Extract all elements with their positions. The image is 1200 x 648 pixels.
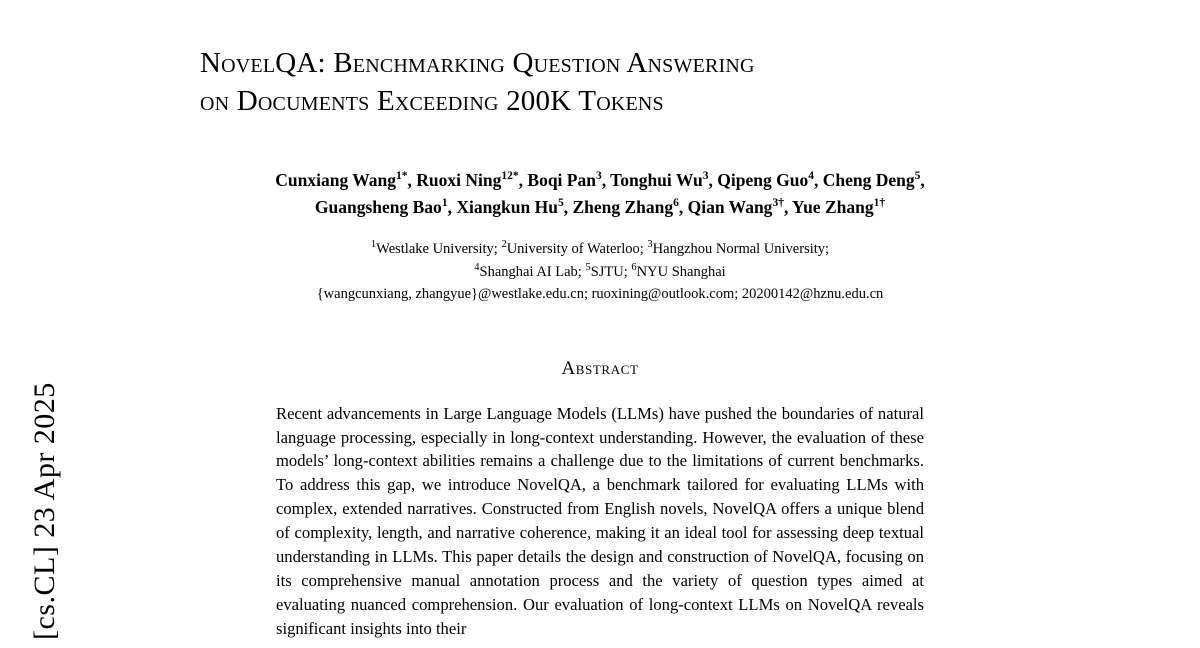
title-line-1: NovelQA: Benchmarking Question Answering xyxy=(200,47,755,79)
title-line-2: on Documents Exceeding 200K Tokens xyxy=(200,85,664,118)
page-title xyxy=(200,44,1000,121)
paper-content xyxy=(200,0,1000,641)
author-line-1: Cunxiang Wang$^{1*}$, Ruoxi Ning$^{12*}$, Boqi Pan$^3$, Tonghui Wu$^3$, Qipeng Guo$^4$, Cheng Deng$^5$, xyxy=(275,169,925,190)
affiliation-block xyxy=(200,237,1000,306)
abstract-text: Recent advancements in Large Language Models (LLMs) have pushed the boundaries of natural language processing, especially in long-context understanding. However, the evaluation of these models’ long-context abilities remains a challenge due to the limitations of current benchmarks. To address this gap, we introduce NovelQA, a benchmark tailored for evaluating LLMs with complex, extended narratives. Constructed from English novels, NovelQA offers a unique blend of complexity, length, and narrative coherence, making it an ideal tool for assessing deep textual understanding in LLMs. This paper details the design and construction of NovelQA, focusing on its comprehensive manual annotation process and the variety of question types aimed at evaluating nuanced comprehension. Our evaluation of long-context LLMs on NovelQA reveals significant insights into their xyxy=(276,403,924,638)
affiliation-line-1: $^1$Westlake University; $^2$University of Waterloo; $^3$Hangzhou Normal University; xyxy=(370,238,830,257)
author-list xyxy=(200,167,1000,221)
arxiv-stamp xyxy=(0,0,90,648)
author-line-2: Guangsheng Bao$^1$, Xiangkun Hu$^5$, Zheng Zhang$^6$, Qian Wang$^{3\dagger}$, Yue Zhang$^{1\dagger}$ xyxy=(314,196,886,217)
abstract-heading: Abstract xyxy=(561,357,639,379)
contact-emails: {wangcunxiang, zhangyue}@westlake.edu.cn; ruoxining@outlook.com; 20200142@hznu.edu.cn xyxy=(316,285,884,302)
affiliation-line-2: $^4$Shanghai AI Lab; $^5$SJTU; $^6$NYU Shanghai xyxy=(474,262,726,281)
arxiv-stamp-text: [cs.CL] 23 Apr 2025 xyxy=(28,382,61,640)
